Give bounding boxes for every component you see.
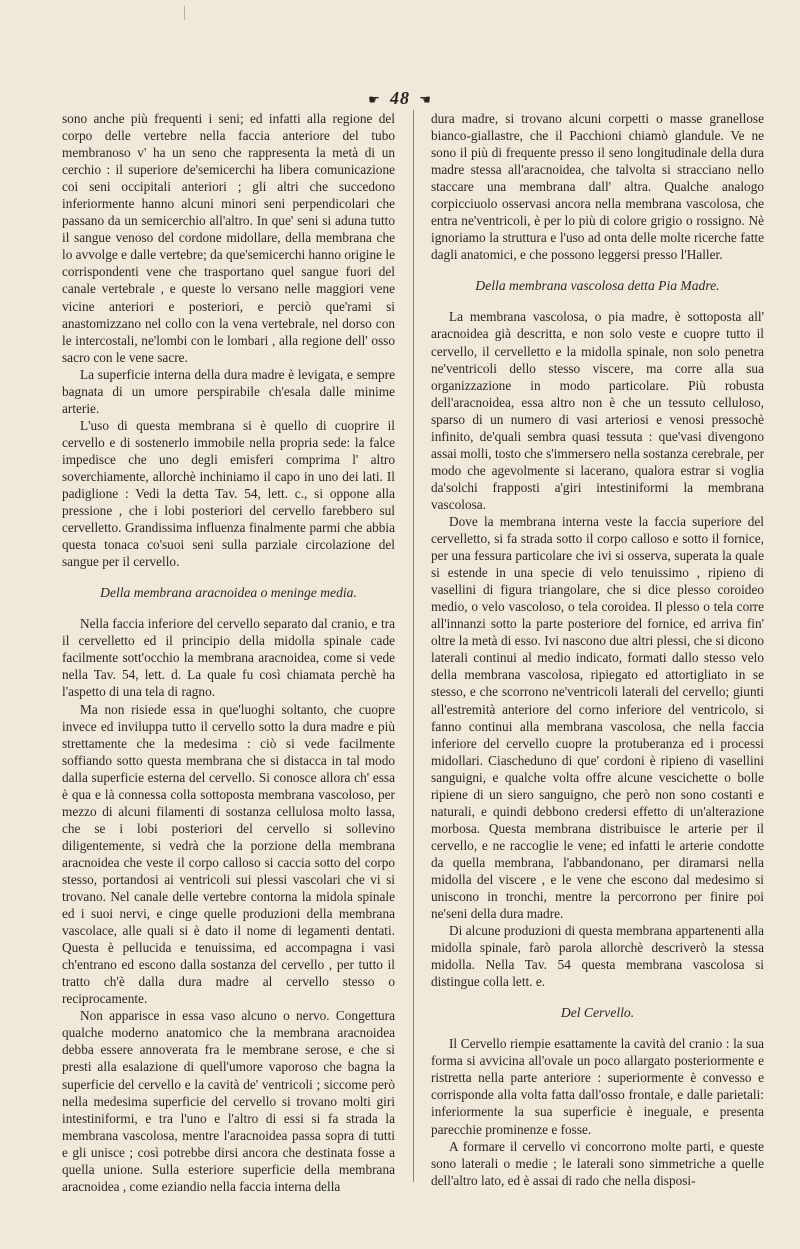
left-ornament-icon: ☛ (368, 92, 381, 107)
left-paragraph-6: Non apparisce in essa vaso alcuno o nervo. Congettura qualche moderno anatomico che la membrana aracnoidea debba essere annoverata fra le membrane serose, e che si presti alla esalazione di quell'umore vaporoso che bagna la superficie del cervello e la cavità de' ventricoli ; siccome però nella medesima superficie del cervello si trovano molti giri intestiniformi, e tra l'uno e l'altro di essi si fa strada la membrana vascolosa, mentre l'aracnoidea passa sopra di tutti e gli unisce ; così potrebbe dirsi ancora che destinata fosse a quella unione. Sulla esteriore superficie della membrana aracnoidea , come eziandio nella faccia interna della (62, 1008, 395, 1194)
right-column (431, 110, 764, 1189)
left-paragraph-2: La superficie interna della dura madre è levigata, e sempre bagnata di un umore perspirabile ch'esala dalle minime arterie. (62, 366, 395, 416)
left-paragraph-3: L'uso di questa membrana si è quello di cuoprire il cervello e di sostenerlo immobile nella propria sede: la falce impedisce che uno degli emisferi comprima l' altro soverchiamente, allorchè inchiniamo il capo in uno dei lati. Il padiglione : Vedi la detta Tav. 54, lett. c., si oppone alla pressione , che i lobi posteriori del cervello farebbero sul cervelletto. Grandissima influenza finalmente parmi che abbia questa tonaca co'suoi seni sulla parziale circolazione del sangue per il cervello. (62, 417, 395, 570)
section-heading-pia-madre: Della membrana vascolosa detta Pia Madre. (475, 278, 720, 294)
running-header (0, 88, 800, 109)
right-paragraph-1: dura madre, si trovano alcuni corpetti o masse granellose bianco-giallastre, che il Pacchioni chiamò glandule. Ve ne sono il più di frequente presso il seno longitudinale della dura madre stessa all'aracnoidea, che talvolta si stracciano nello staccare una membrana dall' altra. Qualche analogo corpicciuolo osservasi ancora nella membrana vascolosa, che entra ne'ventricoli, è per lo più di colore grigio o rossigno. Nè ignoriamo la struttura e l'uso ad onta delle molte ricerche fatte dagli anatomici, e che possono leggersi presso l'Haller. (431, 111, 764, 263)
left-paragraph-5: Ma non risiede essa in que'luoghi soltanto, che cuopre invece ed inviluppa tutto il cervello sotto la dura madre e più strettamente che la medesima : ciò si vede facilmente soffiando sotto questa membrana che si distacca in tal modo dalla superficie esterna del cervello. Si conosce allora ch' essa è qua e là connessa colla sottoposta membrana vascoloso, per mezzo di alcuni filamenti di sostanza cellulosa molto lassa, che se i lobi posteriori del cervello si sollevino diligentemente, si vedrà che la porzione della membrana aracnoidea che veste il corpo calloso si caccia sotto del corpo stesso, portandosi ai ventricoli sui plessi vascolari che vi si trovano. Nel canale delle vertebre contorna la midola spinale ed i suoi nervi, e cinge quelle produzioni della membrana vascolace, alle quali si è dato il nome di legamenti dentati. Questa è pellucida e tenuissima, ed accompagna i vasi ch'entrano ed escono dalla sostanza del cervello , per tutto il tratto ch'è dalla dura madre al cervello stesso o reciprocamente. (62, 701, 395, 1007)
page-number: 48 (390, 88, 410, 108)
left-paragraph-1: sono anche più frequenti i seni; ed infatti alla regione del corpo delle vertebre nella faccia anteriore del tubo membranoso v' ha un seno che rappresenta la metà di un cerchio : il superiore de'semicerchi ha libera comunicazione coi seni occipitali anteriori ; gli altri che succedono inferiormente hanno alcuni minori seni perpendicolari che passano da un semicerchio all'altro. In que' seni si aduna tutto il sangue venoso del cordone midollare, della membrana che lo avvolge e dalle vertebre; da que'semicerchi hanno origine le corrispondenti vene che trasportano quel sangue fuori del canale vertebrale , e queste lo versano nelle maggiori vene vicine anteriori e posteriori, e perciò que'rami si anastomizzano nel collo con la vena vertebrale, nel dorso con le intercostali, ne'lombi con le lombari , alla regione dell' osso sacro con le vene sacre. (62, 111, 395, 365)
right-ornament-icon: ☚ (419, 92, 432, 107)
section-heading-cervello: Del Cervello. (560, 1005, 635, 1021)
section-heading-aracnoidea: Della membrana aracnoidea o meninge media. (100, 585, 357, 601)
page-mark (184, 6, 185, 20)
column-divider (413, 110, 414, 1182)
left-column (62, 110, 395, 1195)
right-paragraph-5: Il Cervello riempie esattamente la cavità del cranio : la sua forma si avvicina all'ovale un poco allargato posteriormente e ristretta nella parte anteriore : superiormente è convesso e corrisponde alla volta fatta dall'osso frontale, e dalle parietali: inferiormente la sua superficie è ineguale, e presenta parecchie prominenze e fosse. (431, 1036, 764, 1137)
right-paragraph-6: A formare il cervello vi concorrono molte parti, e queste sono laterali o medie ; le laterali sono simmetriche a quelle dell'altro lato, ed è assai di rado che nella disposi- (431, 1138, 764, 1188)
right-paragraph-3: Dove la membrana interna veste la faccia superiore del cervelletto, si fa strada sotto il corpo calloso e sotto il fornice, per una fessura particolare che ivi si osserva, superata la quale si estende in una specie di velo tenuissimo , ripieno di vasellini di figura triangolare, che si dice plesso coroideo medio, o velo vascoloso, o tela coroidea. Il plesso o tela corre all'innanzi sotto la parte posteriore del fornice, ed arriva fin' oltre la metà di esso. Ivi nascono due altri plessi, che si dicono laterali continui al medio indicato, formati dallo stesso velo della membrana vascolosa, ripiegato ed attortigliato in se stesso, e che scorrono ne'ventricoli laterali del cervello; giunti all'estremità anteriore del corno inferiore del ventricolo, si fanno continui alla membrana vascolosa, che nella faccia inferiore del cervello cuopre la protuberanza ed i processi midollari. Ciascheduno di que' cordoni è ripieno di vasellini sanguigni, e qualche volta offre alcune vescichette o bolle ripiene di un siero sanguigno, che però non sono costanti e naturali, e quindi debbono credersi effetto di un'alterazione morbosa. Questa membrana distribuisce le arterie per il cervello, e ne raccoglie le vene; ed infatti le arterie condotte da quella membrana, l'abbandonano, per diramarsi nella midolla del viscere , e le vene che escono dal medesimo si uniscono in tronchi, mentre la percorrono per finire poi ne'seni della dura madre. (431, 513, 764, 922)
right-paragraph-4: Di alcune produzioni di questa membrana appartenenti alla midolla spinale, farò parola allorchè descriverò la stessa midolla. Nella Tav. 54 questa membrana vascolosa si distingue colla lett. e. (431, 923, 764, 990)
left-paragraph-4: Nella faccia inferiore del cervello separato dal cranio, e tra il cervelletto ed il principio della midolla spinale cade facilmente sott'occhio la membrana aracnoidea, come si vede nella Tav. 54, lett. d. La quale fu così chiamata perchè ha l'aspetto di una tela di ragno. (62, 616, 395, 700)
right-paragraph-2: La membrana vascolosa, o pia madre, è sottoposta all' aracnoidea già descritta, e non solo veste e cuopre tutto il cervello, il cervelletto e la midolla spinale, non solo penetra ne'ventricoli dello stesso viscere, ma corre alla sua organizzazione in modo particolare. Più robusta dell'aracnoidea, essa altro non è che un tessuto celluloso, sparso di un numero di vasi arteriosi e venosi pressochè infinito, de'quali sembra quasi tessuta : que'vasi divengono assai molli, tosto che s'immersero nella sostanza cerebrale, per modo che agevolmente si lacerano, qualora estrar si voglia da'solchi frapposti a'giri intestiniformi la membrana vascolosa. (431, 309, 764, 512)
